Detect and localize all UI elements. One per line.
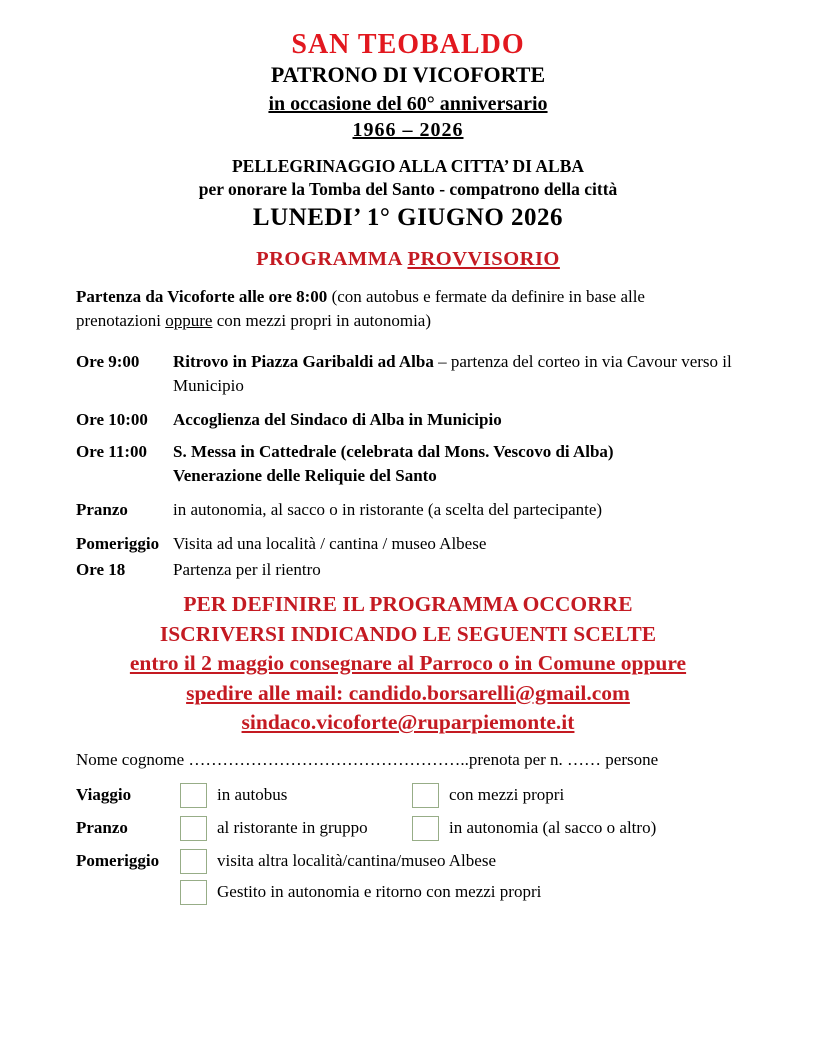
pilgrimage-line-1: PELLEGRINAGGIO ALLA CITTA’ DI ALBA	[231, 156, 585, 176]
program-word-underlined: PROVVISORIO	[407, 248, 560, 270]
option-label: al ristorante in gruppo	[217, 818, 368, 837]
schedule-time: Ore 9:00	[76, 352, 140, 371]
form-row-pranzo	[76, 816, 740, 841]
checkbox-mezzi-propri[interactable]	[412, 783, 439, 808]
schedule-time: Pomeriggio	[76, 534, 160, 553]
program-heading	[76, 247, 740, 272]
schedule-bold-text: S. Messa in Cattedrale (celebrata dal Mons. Vescovo di Alba)	[173, 442, 614, 461]
departure-oppure: oppure	[165, 311, 213, 330]
checkbox-visita-localita[interactable]	[180, 849, 207, 874]
anniversary-line: in occasione del 60° anniversario	[268, 93, 548, 115]
years-line: 1966 – 2026	[352, 119, 464, 141]
schedule-text: Partenza per il rientro	[173, 560, 321, 579]
form-row-pomeriggio	[76, 849, 740, 874]
name-fill-line: Nome cognome …………………………………………..prenota per n. …… persone	[76, 749, 659, 769]
schedule-row	[76, 558, 740, 582]
program-word: PROGRAMMA	[256, 248, 408, 270]
schedule-regular-text: – partenza del corteo in via Cavour verso il Municipio	[173, 352, 732, 395]
notice-line-1: PER DEFINIRE IL PROGRAMMA OCCORRE	[183, 592, 633, 616]
departure-detail-end: con mezzi propri in autonomia)	[212, 311, 432, 330]
checkbox-ristorante-gruppo[interactable]	[180, 816, 207, 841]
event-date: LUNEDI’ 1° GIUGNO 2026	[252, 204, 564, 231]
schedule-text	[173, 408, 740, 432]
schedule-bold-text: Accoglienza del Sindaco di Alba in Municipio	[173, 410, 502, 429]
checkbox-autobus[interactable]	[180, 783, 207, 808]
notice-email-2: sindaco.vicoforte@ruparpiemonte.it	[241, 710, 575, 734]
form-row-label: Pomeriggio	[76, 851, 160, 870]
option-label: Gestito in autonomia e ritorno con mezzi propri	[217, 882, 542, 901]
option-label: visita altra località/cantina/museo Albese	[217, 851, 496, 870]
subtitle: PATRONO DI VICOFORTE	[270, 62, 546, 87]
departure-bold: Partenza da Vicoforte alle ore 8:00	[76, 287, 332, 306]
schedule-time: Ore 10:00	[76, 410, 148, 429]
checkbox-autonomia-pranzo[interactable]	[412, 816, 439, 841]
schedule-time: Ore 18	[76, 560, 126, 579]
registration-notice	[76, 590, 740, 738]
schedule-row	[76, 408, 740, 432]
main-title: SAN TEOBALDO	[291, 29, 525, 60]
notice-deadline: entro il 2 maggio consegnare al Parroco o in Comune oppure	[129, 651, 687, 675]
departure-detail: (con autobus e fermate da definire in base alle prenotazioni	[76, 287, 645, 330]
form-row-gestito	[76, 880, 740, 905]
checkbox-gestito-autonomia[interactable]	[180, 880, 207, 905]
notice-line-2: ISCRIVERSI INDICANDO LE SEGUENTI SCELTE	[159, 621, 657, 646]
schedule-row	[76, 498, 740, 522]
option-label: in autobus	[217, 785, 288, 804]
schedule-bold-text: Ritrovo in Piazza Garibaldi ad Alba	[173, 352, 434, 371]
departure-paragraph	[76, 285, 724, 333]
schedule-time: Pranzo	[76, 500, 128, 519]
schedule-text: in autonomia, al sacco o in ristorante (a scelta del partecipante)	[173, 500, 603, 519]
form-row-viaggio	[76, 783, 740, 808]
pilgrimage-line-2: per onorare la Tomba del Santo - compatrono della città	[198, 179, 618, 199]
schedule-bold-text-line2: Venerazione delle Reliquie del Santo	[173, 466, 437, 485]
option-label: con mezzi propri	[449, 785, 565, 804]
schedule-time: Ore 11:00	[76, 442, 147, 461]
form-row-label: Pranzo	[76, 818, 128, 837]
schedule-row	[76, 440, 740, 488]
form-row-label: Viaggio	[76, 785, 132, 804]
option-label: in autonomia (al sacco o altro)	[449, 818, 657, 837]
schedule-row	[76, 350, 740, 398]
schedule-row	[76, 532, 740, 556]
notice-email-1: spedire alle mail: candido.borsarelli@gmail.com	[186, 680, 630, 705]
schedule-text	[173, 350, 740, 398]
schedule-text: Visita ad una località / cantina / museo Albese	[173, 534, 487, 553]
schedule-text	[173, 440, 740, 488]
